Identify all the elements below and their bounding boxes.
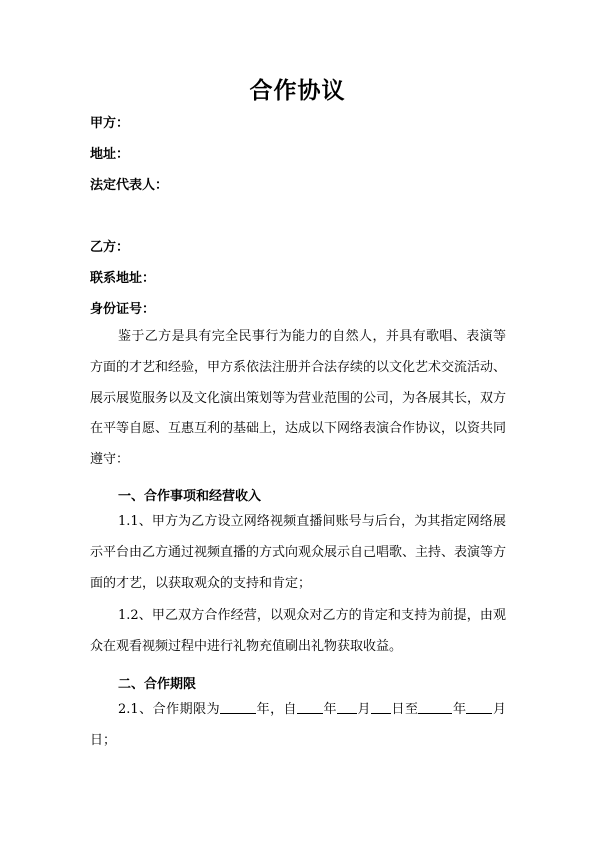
clause-2-1-month2-unit: 月 bbox=[492, 702, 506, 717]
clause-2-1-month-unit: 月 bbox=[357, 702, 372, 717]
clause-1-2-paragraph bbox=[90, 601, 506, 663]
clause-2-1-paragraph bbox=[90, 695, 506, 757]
clause-1-2-text: 1.2、甲乙双方合作经营，以观众对乙方的肯定和支持为前提，由观众在观看视频过程中进行礼物充值刷出礼物获取收益。 bbox=[90, 608, 506, 654]
clause-1-1-text: 1.1、甲方为乙方设立网络视频直播间账号与后台，为其指定网络展示平台由乙方通过视频直播的方式向观众展示自己唱歌、主持、表演等方面的才艺，以获取观众的支持和肯定； bbox=[90, 514, 507, 591]
clause-1-1-paragraph bbox=[90, 507, 506, 599]
section-1-heading: 一、合作事项和经营收入 bbox=[118, 489, 262, 504]
start-year-blank[interactable] bbox=[297, 699, 323, 714]
party-a-address-label: 地址： bbox=[90, 147, 130, 162]
clause-2-1-prefix: 2.1、合作期限为 bbox=[118, 702, 221, 717]
years-blank[interactable] bbox=[220, 699, 256, 714]
party-b-id-number-label: 身份证号： bbox=[90, 302, 156, 317]
clause-2-1-text bbox=[90, 695, 506, 757]
party-a-legal-rep-label: 法定代表人： bbox=[90, 178, 169, 193]
start-day-blank[interactable] bbox=[371, 699, 391, 714]
party-b-label: 乙方： bbox=[90, 240, 130, 255]
end-month-blank[interactable] bbox=[466, 699, 492, 714]
preamble-text: 鉴于乙方是具有完全民事行为能力的自然人，并具有歌唱、表演等方面的才艺和经验，甲方系依法注册并合法存续的以文化艺术交流活动、展示展览服务以及文化演出策划等为营业范围的公司，为各展其长，双方在平等自愿、互惠互利的基础上，达成以下网络表演合作协议，以资共同遵守： bbox=[90, 329, 507, 468]
clause-2-1-day-to-unit: 日至 bbox=[391, 702, 419, 717]
party-a-label: 甲方： bbox=[90, 116, 130, 131]
document-title: 合作协议 bbox=[249, 78, 346, 104]
end-year-blank[interactable] bbox=[418, 699, 452, 714]
clause-2-1-years-unit: 年，自 bbox=[256, 702, 298, 717]
section-2-heading: 二、合作期限 bbox=[118, 677, 197, 692]
preamble-paragraph bbox=[90, 322, 506, 476]
clause-2-1-year2-unit: 年 bbox=[452, 702, 467, 717]
start-month-blank[interactable] bbox=[337, 699, 357, 714]
clause-2-1-day-unit: 日； bbox=[90, 732, 117, 748]
party-b-contact-address-label: 联系地址： bbox=[90, 271, 156, 286]
clause-2-1-year-unit: 年 bbox=[323, 702, 338, 717]
